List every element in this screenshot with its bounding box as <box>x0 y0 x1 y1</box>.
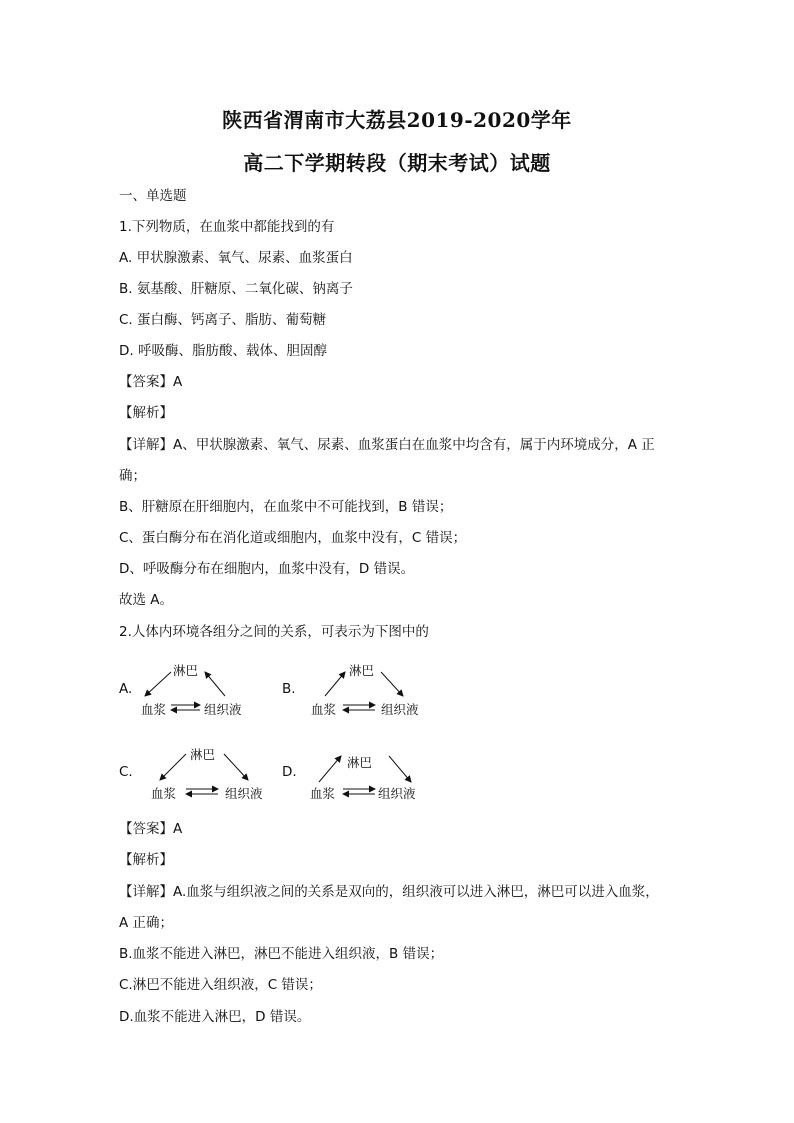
tissue-fluid-label: 组织液 <box>378 786 416 801</box>
q2-detail-line-2: A 正确； <box>119 915 174 931</box>
title-line-2: 高二下学期转段（期末考试）试题 <box>243 151 551 175</box>
q1-detail-d: D、呼吸酶分布在细胞内，血浆中没有，D 错误。 <box>119 561 415 577</box>
q2-detail-b: B.血浆不能进入淋巴，淋巴不能进入组织液，B 错误； <box>119 946 444 962</box>
tissue-fluid-label: 组织液 <box>204 702 242 717</box>
q2-option-b-letter: B. <box>282 681 296 697</box>
q1-stem: 1.下列物质，在血浆中都能找到的有 <box>119 219 335 235</box>
lymph-label: 淋巴 <box>349 663 375 678</box>
q1-detail-line-1: 【详解】A、甲状腺激素、氧气、尿素、血浆蛋白在血浆中均含有，属于内环境成分，A 正 <box>119 437 655 453</box>
lymph-label: 淋巴 <box>347 755 373 770</box>
section-heading: 一、单选题 <box>119 188 187 204</box>
lymph-label: 淋巴 <box>173 663 199 678</box>
q1-detail-b: B、肝糖原在肝细胞内，在血浆中不可能找到，B 错误； <box>119 499 453 515</box>
plasma-label: 血浆 <box>310 786 336 801</box>
plasma-label: 血浆 <box>141 702 167 717</box>
q2-detail-d: D.血浆不能进入淋巴，D 错误。 <box>119 1009 311 1025</box>
tissue-fluid-label: 组织液 <box>225 786 263 801</box>
q2-option-a-letter: A. <box>119 681 133 697</box>
q2-option-d-letter: D. <box>282 764 297 780</box>
q2-detail-c: C.淋巴不能进入组织液，C 错误； <box>119 977 322 993</box>
q2-diagram-d <box>307 742 437 806</box>
q2-diagram-a <box>135 658 265 722</box>
q2-stem: 2.人体内环境各组分之间的关系，可表示为下图中的 <box>119 624 429 640</box>
q1-conclusion: 故选 A。 <box>119 592 174 608</box>
plasma-label: 血浆 <box>151 786 177 801</box>
q2-diagram-c <box>148 742 278 806</box>
q2-analysis: 【解析】 <box>119 852 173 868</box>
lymph-label: 淋巴 <box>190 747 216 762</box>
q2-detail-line-1: 【详解】A.血浆与组织液之间的关系是双向的，组织液可以进入淋巴，淋巴可以进入血浆， <box>119 884 659 900</box>
q1-analysis: 【解析】 <box>119 405 173 421</box>
q1-answer: 【答案】A <box>119 374 183 390</box>
q2-option-c-letter: C. <box>119 764 133 780</box>
plasma-label: 血浆 <box>311 702 337 717</box>
q1-option-c: C. 蛋白酶、钙离子、脂肪、葡萄糖 <box>119 312 327 328</box>
q1-option-b: B. 氨基酸、肝糖原、二氧化碳、钠离子 <box>119 281 353 297</box>
tissue-fluid-label: 组织液 <box>381 702 419 717</box>
q2-answer: 【答案】A <box>119 821 183 837</box>
q1-option-d: D. 呼吸酶、脂肪酸、载体、胆固醇 <box>119 343 327 359</box>
q1-detail-c: C、蛋白酶分布在消化道或细胞内，血浆中没有，C 错误； <box>119 530 467 546</box>
q1-detail-line-2: 确； <box>119 468 146 484</box>
title-line-1: 陕西省渭南市大荔县2019-2020学年 <box>222 108 572 132</box>
q1-option-a: A. 甲状腺激素、氧气、尿素、血浆蛋白 <box>119 250 353 266</box>
q2-diagram-b <box>305 658 435 722</box>
